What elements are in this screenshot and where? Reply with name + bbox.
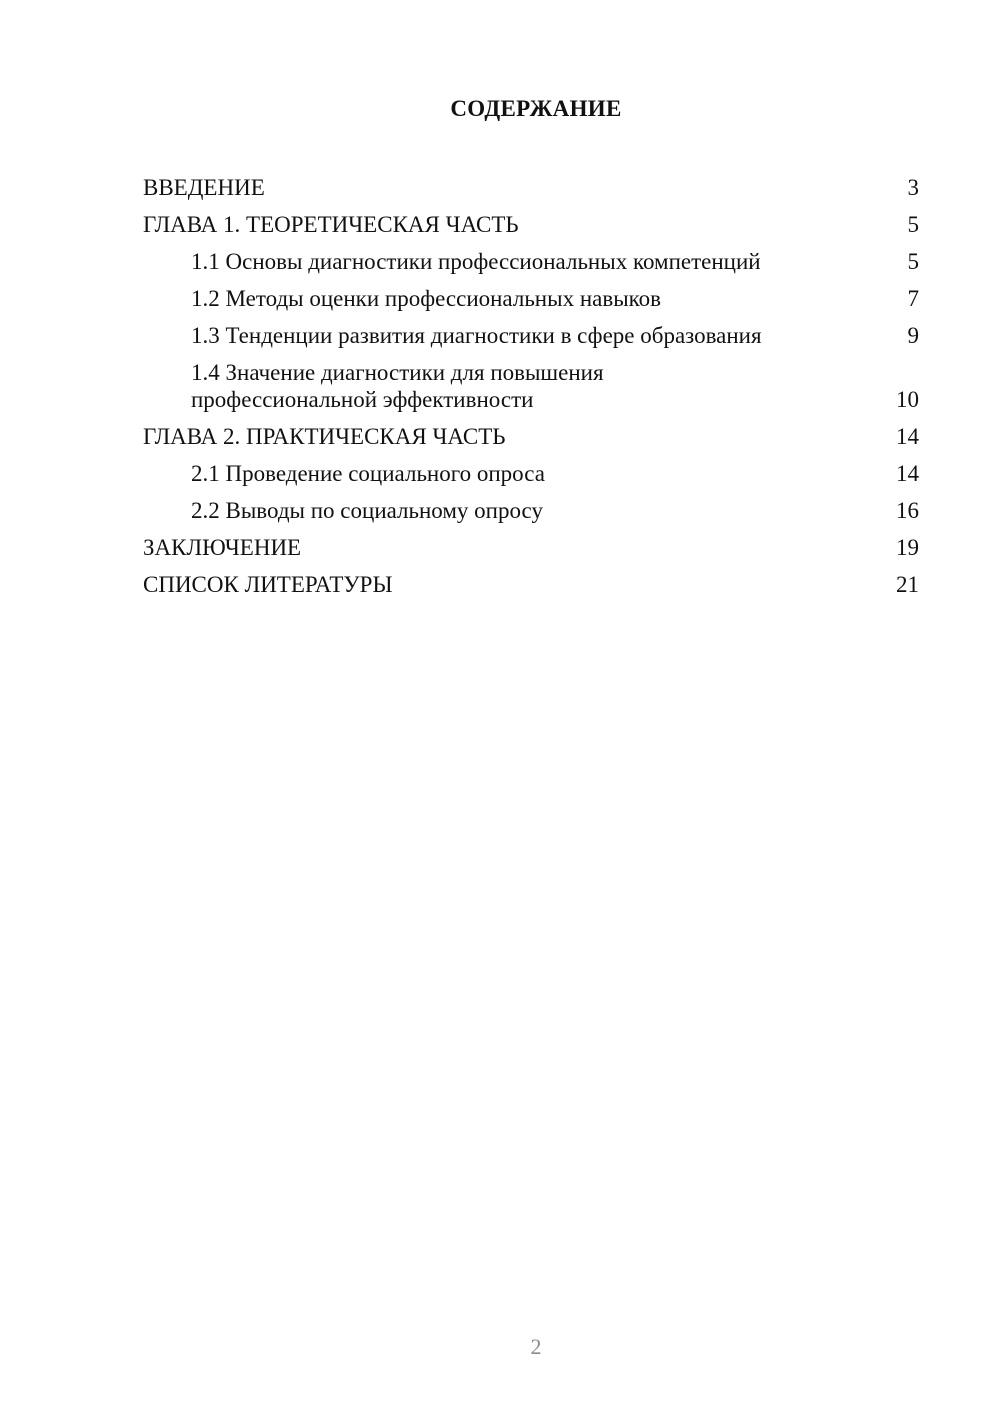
toc-entry-label: ГЛАВА 2. ПРАКТИЧЕСКАЯ ЧАСТЬ xyxy=(143,424,506,449)
toc-entry-label: 1.1 Основы диагностики профессиональных компетенций xyxy=(191,249,761,274)
toc-entry-page: 16 xyxy=(896,498,919,523)
toc-entry-label: 1.2 Методы оценки профессиональных навыков xyxy=(191,286,662,311)
page-title: СОДЕРЖАНИЕ xyxy=(450,96,622,121)
toc-entry-chapter-2 xyxy=(143,417,919,454)
toc-entry-section-1-2 xyxy=(143,279,919,316)
toc-entry-conclusion xyxy=(143,528,919,565)
toc-entry-page: 5 xyxy=(907,249,919,274)
toc-entry-section-1-4 xyxy=(143,353,919,417)
toc-entry-references xyxy=(143,565,919,602)
toc-entry-label: СПИСОК ЛИТЕРАТУРЫ xyxy=(143,572,393,597)
toc-entry-section-1-3 xyxy=(143,316,919,353)
toc-entry-page: 5 xyxy=(907,212,919,237)
toc-entry-chapter-1 xyxy=(143,205,919,242)
toc-entry-label xyxy=(143,359,604,417)
toc-entry-section-1-1 xyxy=(143,242,919,279)
toc-entry-label-line: профессиональной эффективности xyxy=(191,387,534,412)
toc-entry-page: 19 xyxy=(896,535,919,560)
toc-entry-page: 10 xyxy=(896,387,919,412)
toc-entry-page: 3 xyxy=(907,175,919,200)
toc-entry-page: 9 xyxy=(907,323,919,348)
toc-entry-section-2-2 xyxy=(143,491,919,528)
toc-entry-introduction xyxy=(143,168,919,205)
toc-entry-label: ЗАКЛЮЧЕНИЕ xyxy=(143,535,302,560)
toc-entry-label: 2.1 Проведение социального опроса xyxy=(191,461,545,486)
toc-entry-label: ВВЕДЕНИЕ xyxy=(143,175,265,200)
toc-entry-label: ГЛАВА 1. ТЕОРЕТИЧЕСКАЯ ЧАСТЬ xyxy=(143,212,519,237)
toc-entry-section-2-1 xyxy=(143,454,919,491)
toc-entry-label: 1.3 Тенденции развития диагностики в сфере образования xyxy=(191,323,762,348)
toc-entry-page: 21 xyxy=(896,572,919,597)
table-of-contents xyxy=(143,168,919,602)
toc-entry-page: 14 xyxy=(896,461,919,486)
toc-entry-label-line: 1.4 Значение диагностики для повышения xyxy=(191,360,604,385)
toc-entry-label: 2.2 Выводы по социальному опросу xyxy=(191,498,543,523)
toc-entry-page: 7 xyxy=(907,286,919,311)
toc-entry-page: 14 xyxy=(896,424,919,449)
page-number: 2 xyxy=(530,1334,542,1359)
